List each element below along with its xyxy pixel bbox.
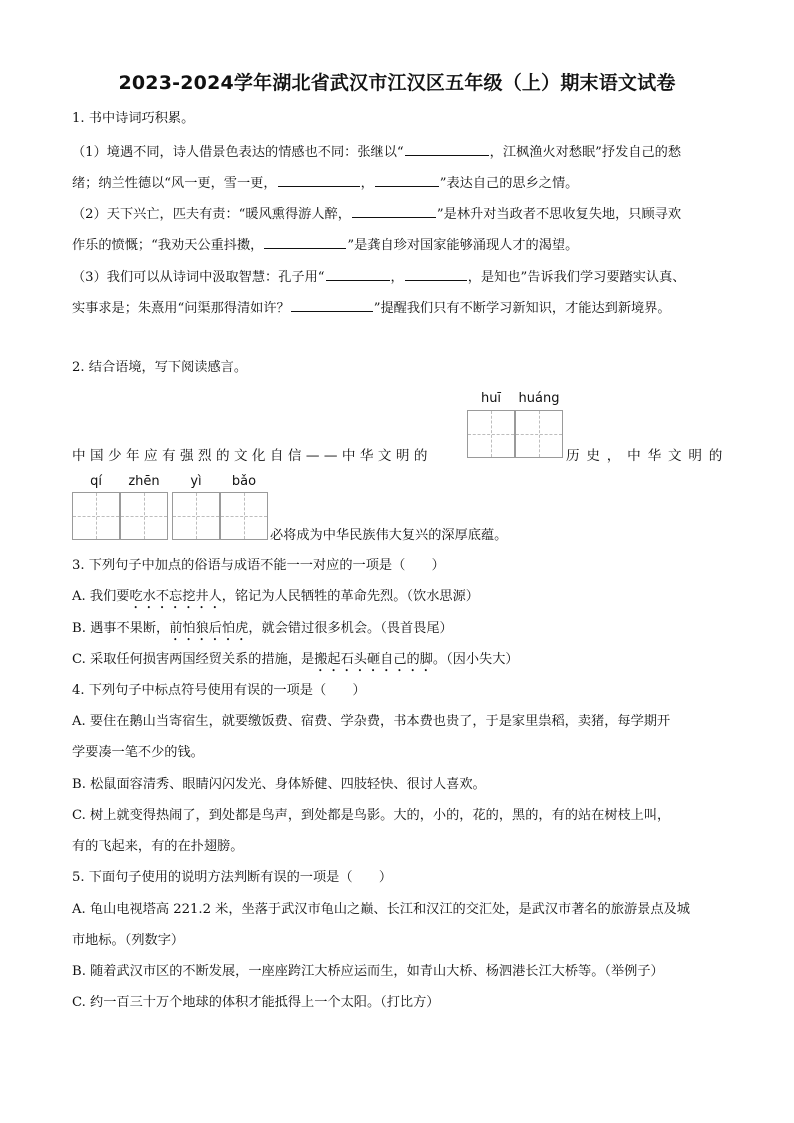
q5-option-a-line2: 市地标。（列数字） <box>72 933 185 948</box>
q2-line1-a: 中国少年应有强烈的文化自信——中华文明的 <box>72 448 432 464</box>
q3-option-c <box>72 651 519 675</box>
text: ，江枫渔火对愁眠”抒发自己的愁 <box>489 145 682 160</box>
text: ”是龚自珍对国家能够涌现人才的渴望。 <box>347 238 579 253</box>
char-box[interactable] <box>72 492 120 540</box>
text: ， <box>360 176 374 191</box>
q1-stem: 1. 书中诗词巧积累。 <box>72 111 195 126</box>
q5-option-a-line1: A. 龟山电视塔高 221.2 米，坐落于武汉市龟山之巅、长江和汉江的交汇处，是武汉市著名的旅游景点及城 <box>72 902 690 917</box>
char-box[interactable] <box>220 492 268 540</box>
dotted-phrase: 搬起石头砸自己的脚 <box>314 652 433 667</box>
char-box[interactable] <box>515 410 563 458</box>
q5-option-c: C. 约一百三十万个地球的体积才能抵得上一个太阳。（打比方） <box>72 995 440 1010</box>
text: ，就会错过很多机会。（畏首畏尾） <box>248 621 453 636</box>
q4-option-c-line2: 有的飞起来，有的在扑翅膀。 <box>72 839 244 854</box>
text: 作乐的愤慨；“我劝天公重抖擞， <box>72 238 264 253</box>
text: 绪；纳兰性德以“风一更，雪一更， <box>72 176 277 191</box>
q4-option-a-line2: 学要凑一笔不少的钱。 <box>72 745 204 760</box>
text: ，是知也”告诉我们学习要踏实认真、 <box>467 270 686 285</box>
dotted-phrase: 前怕狼后怕虎 <box>169 621 249 636</box>
q4-option-a-line1: A. 要住在鹅山当寄宿生，就要缴饭费、宿费、学杂费，书本费也贵了，于是家里祟稻，卖猪，每学期开 <box>72 714 671 729</box>
char-box[interactable] <box>172 492 220 540</box>
q4-option-b: B. 松鼠面容清秀、眼睛闪闪发光、身体矫健、四肢轻快、很讨人喜欢。 <box>72 777 486 792</box>
answer-blank[interactable] <box>405 266 467 281</box>
answer-blank[interactable] <box>264 234 346 249</box>
q1-sub3-line2 <box>72 297 671 318</box>
pinyin-huang: huáng <box>518 391 560 406</box>
q1-sub2-line1 <box>72 203 681 224</box>
answer-blank[interactable] <box>405 141 489 156</box>
q2-stem: 2. 结合语境，写下阅读感言。 <box>72 360 248 375</box>
page-title: 2023-2024学年湖北省武汉市江汉区五年级（上）期末语文试卷 <box>118 72 676 94</box>
text: ，铭记为人民牺牲的革命先烈。（饮水思源） <box>221 589 479 604</box>
answer-blank[interactable] <box>278 172 360 187</box>
pinyin-hui: huī <box>480 391 502 406</box>
answer-blank[interactable] <box>352 203 436 218</box>
dotted-phrase: 吃水不忘挖井人 <box>129 589 222 604</box>
text: ”表达自己的思乡之情。 <box>439 176 579 191</box>
q2-line1-b: 历史，中华文明的 <box>566 448 730 464</box>
q3-option-b <box>72 620 453 644</box>
text: （1）境遇不同，诗人借景色表达的情感也不同：张继以“ <box>72 145 404 160</box>
text: （2）天下兴亡，匹夫有责：“暖风熏得游人醉， <box>72 207 351 222</box>
answer-blank[interactable] <box>291 297 373 312</box>
q1-sub1-line1 <box>72 141 681 162</box>
q5-stem: 5. 下面句子使用的说明方法判断有误的一项是（ ） <box>72 870 393 885</box>
text: ， <box>390 270 404 285</box>
answer-blank[interactable] <box>326 266 390 281</box>
q2-line2-end: 必将成为中华民族伟大复兴的深厚底蕴。 <box>270 528 508 543</box>
q3-option-a <box>72 588 479 612</box>
text: ”提醒我们只有不断学习新知识，才能达到新境界。 <box>373 301 671 316</box>
text: A. 我们要 <box>72 589 130 604</box>
q1-sub3-line1 <box>72 266 685 287</box>
q4-option-c-line1: C. 树上就变得热闹了，到处都是鸟声，到处都是鸟影。大的，小的，花的，黑的，有的站在树枝上叫， <box>72 808 671 823</box>
pinyin-yi: yì <box>190 474 202 489</box>
text: C. 采取任何损害两国经贸关系的措施，是 <box>72 652 315 667</box>
q1-sub1-line2 <box>72 172 578 193</box>
text: 实事求是；朱熹用“问渠那得清如许？ <box>72 301 290 316</box>
pinyin-qi: qí <box>90 474 102 489</box>
text: ”是林升对当政者不思收复失地，只顾寻欢 <box>436 207 682 222</box>
char-box[interactable] <box>120 492 168 540</box>
q3-stem: 3. 下列句子中加点的俗语与成语不能一一对应的一项是（ ） <box>72 558 445 573</box>
answer-blank[interactable] <box>375 172 439 187</box>
q4-stem: 4. 下列句子中标点符号使用有误的一项是（ ） <box>72 683 366 698</box>
text: （3）我们可以从诗词中汲取智慧：孔子用“ <box>72 270 325 285</box>
text: B. 遇事不果断， <box>72 621 170 636</box>
text: 。（因小失大） <box>432 652 519 667</box>
char-box[interactable] <box>467 410 515 458</box>
q1-sub2-line2 <box>72 234 578 255</box>
q5-option-b: B. 随着武汉市区的不断发展，一座座跨江大桥应运而生，如青山大桥、杨泗港长江大桥等。（举例子） <box>72 964 664 979</box>
pinyin-bao: bǎo <box>231 474 257 489</box>
pinyin-zhen: zhēn <box>128 474 160 489</box>
